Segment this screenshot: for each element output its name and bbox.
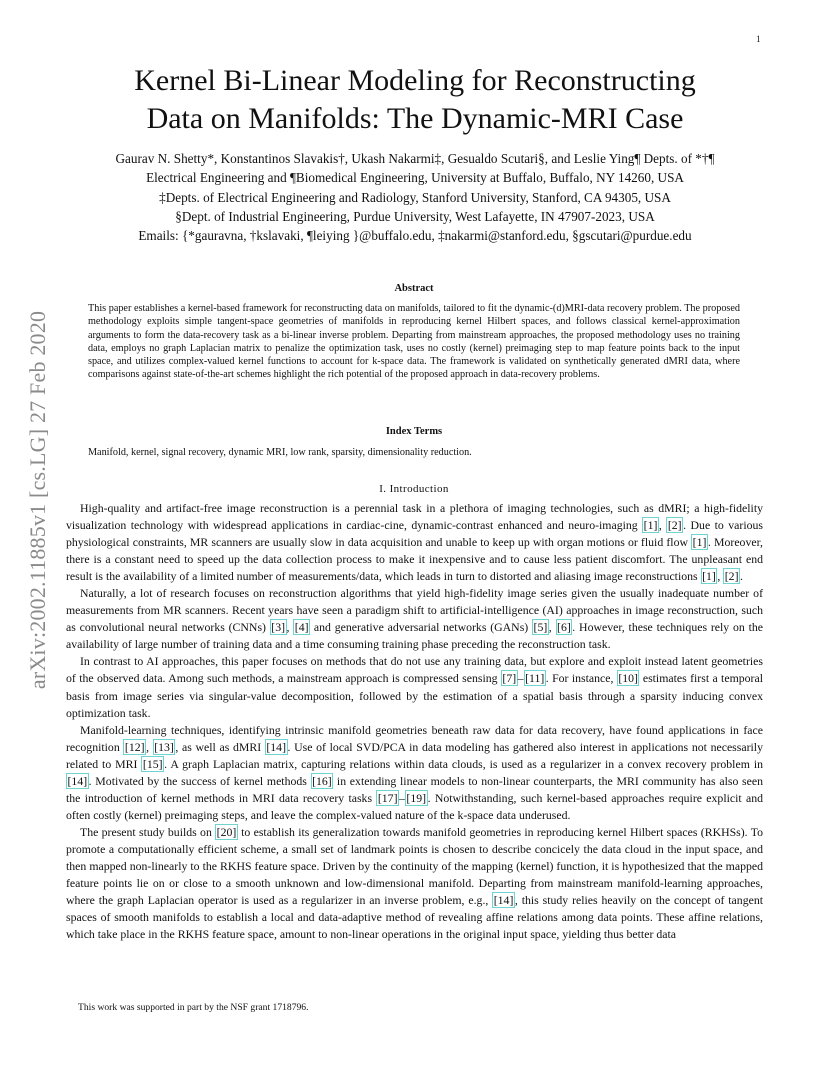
citation-link[interactable]: [13] bbox=[154, 739, 174, 754]
citation-link[interactable]: [11] bbox=[525, 671, 545, 686]
footnote: This work was supported in part by the NSF grant 1718796. bbox=[78, 1002, 309, 1013]
citation-link[interactable]: [1] bbox=[643, 518, 658, 533]
author-line-2: Electrical Engineering and ¶Biomedical Engineering, University at Buffalo, Buffalo, NY 14260, USA bbox=[146, 170, 684, 186]
citation-link[interactable]: [2] bbox=[724, 569, 739, 584]
paper-title bbox=[70, 62, 760, 138]
citation-link[interactable]: [12] bbox=[124, 739, 145, 754]
paragraph: The present study builds on [20] to establish its generalization towards manifold geometries in reproducing kernel Hilbert spaces (RKHSs). To promote a computationally efficient scheme, a small set of landmark points is chosen to describe concicely the data cloud in the input space, and then mapped non-linearly to the RKHS feature space. Driven by the continuity of the mapping (kernel) function, it is hypothesized that the mapped feature points lie on or close to a smooth unknown and low-dimensional manifold. Departing from mainstream manifold-learning approaches, where the graph Laplacian operator is used as a regularizer in an inverse problem, e.g., [14] , this study relies heavily on the concept of tangent spaces of smooth manifolds to establish a local and data-adaptive method of revealing affine relations among data points. These affine relations, which take place in the RKHS feature space, amount to non-linear operations in the original input space, yielding thus better data bbox=[66, 824, 764, 942]
title-line-1: Kernel Bi-Linear Modeling for Reconstructing bbox=[134, 64, 696, 97]
section-heading-introduction: I. Introduction bbox=[379, 483, 449, 495]
author-line-5: Emails: {*gauravna, †kslavaki, ¶leiying }@buffalo.edu, ‡nakarmi@stanford.edu, §gscutari@purdue.edu bbox=[138, 228, 692, 244]
author-line-1: Gaurav N. Shetty*, Konstantinos Slavakis†, Ukash Nakarmi‡, Gesualdo Scutari§, and Leslie Ying¶ Depts. of *†¶ bbox=[115, 151, 715, 166]
paragraph: Manifold-learning techniques, identifying intrinsic manifold geometries beneath raw data for data recovery, have found applications in face recognition [12] , [13] , as well as dMRI [14] . Use of local SVD/PCA in data modeling has gathered also interest in applications not necessarily related to MRI [15] . A graph Laplacian matrix, capturing relations within data clouds, is used as a regularizer in a convex recovery problem in [14] . Motivated by the success of kernel methods [16] in extending linear models to non-linear counterparts, the MRI community has also seen the introduction of kernel methods in MRI data recovery tasks [17] – [19] . Notwithstanding, such kernel-based approaches require explicit and often costly (kernel) preimaging steps, and leave the complex-valued nature of the k-space data underused. bbox=[66, 722, 764, 822]
arxiv-identifier: arXiv:2002.11885v1 [cs.LG] 27 Feb 2020 bbox=[25, 310, 50, 690]
citation-link[interactable]: [19] bbox=[406, 790, 427, 805]
paragraph: High-quality and artifact-free image reconstruction is a perennial task in a plethora of imaging technologies, such as dMRI; a high-fidelity visualization technology with widespread applications in cardiac-cine, dynamic-contrast enhanced and neuro-imaging [1] , [2] . Due to various physiological constraints, MR scanners are usually slow in data acquisition and unable to keep up with organ motions or fluid flow [1] . Moreover, there is a constant need to speed up the data collection process to make it inexpensive and to cause less patient discomfort. The unpleasant end result is the availability of a limited number of measurements/data, which leads in turn to distorted and aliasing image reconstructions [1] , [2] . bbox=[66, 501, 764, 584]
index-terms-text: Manifold, kernel, signal recovery, dynamic MRI, low rank, sparsity, dimensionality reduction. bbox=[88, 447, 472, 458]
citation-link[interactable]: [16] bbox=[312, 773, 332, 788]
citation-link[interactable]: [4] bbox=[294, 620, 309, 635]
author-line-3: ‡Depts. of Electrical Engineering and Radiology, Stanford University, Stanford, CA 94305, USA bbox=[159, 189, 671, 205]
citation-link[interactable]: [1] bbox=[702, 569, 716, 584]
citation-link[interactable]: [10] bbox=[618, 671, 638, 686]
author-block bbox=[60, 149, 770, 245]
citation-link[interactable]: [20] bbox=[216, 824, 237, 839]
title-line-2: Data on Manifolds: The Dynamic-MRI Case bbox=[146, 102, 684, 135]
abstract-text: This paper establishes a kernel-based framework for reconstructing data on manifolds, tailored to fit the dynamic-(d)MRI-data recovery problem. The proposed methodology exploits simple tangent-space geometries of manifolds in reproducing kernel Hilbert spaces, and follows classical kernel-approximation arguments to form the data-recovery task as a bi-linear inverse problem. Departing from mainstream approaches, the proposed methodology uses no training data, employs no graph Laplacian matrix to penalize the optimization task, uses no costly (kernel) preimaging step to map feature points back to the input space, and utilizes complex-valued kernel functions to account for k-space data. The framework is validated on synthetically generated dMRI data, where comparisons against state-of-the-art schemes highlight the rich potential of the proposed approach in data-recovery problems. bbox=[88, 303, 740, 381]
page-number: 1 bbox=[756, 34, 761, 44]
citation-link[interactable]: [3] bbox=[271, 620, 286, 635]
citation-link[interactable]: [14] bbox=[266, 739, 286, 754]
citation-link[interactable]: [7] bbox=[502, 671, 517, 686]
introduction-body bbox=[66, 500, 763, 943]
citation-link[interactable]: [17] bbox=[377, 790, 398, 805]
citation-link[interactable]: [14] bbox=[67, 773, 88, 788]
author-line-4: §Dept. of Industrial Engineering, Purdue University, West Lafayette, IN 47907-2023, USA bbox=[175, 208, 655, 224]
citation-link[interactable]: [15] bbox=[142, 756, 163, 771]
citation-link[interactable]: [14] bbox=[493, 893, 514, 908]
citation-link[interactable]: [5] bbox=[533, 620, 548, 635]
paragraph: Naturally, a lot of research focuses on reconstruction algorithms that yield high-fidelity image series given the usually inadequate number of measurements from MR scanners. Recent years have seen a paradigm shift to artificial-intelligence (AI) approaches in image reconstruction, such as convolutional neural networks (CNNs) [3] , [4] and generative adversarial networks (GANs) [5] , [6] . However, these techniques rely on the availability of large number of training data and a time consuming training phase preceding the reconstruction task. bbox=[66, 586, 763, 652]
index-terms-heading: Index Terms bbox=[385, 426, 443, 437]
citation-link[interactable]: [6] bbox=[557, 620, 571, 635]
arxiv-sidebar bbox=[20, 286, 56, 714]
abstract-heading: Abstract bbox=[394, 283, 434, 294]
citation-link[interactable]: [2] bbox=[667, 518, 682, 533]
paragraph: In contrast to AI approaches, this paper focuses on methods that do not use any training data, but explore and exploit instead latent geometries of the observed data. Among such methods, a mainstream approach is compressed sensing [7] – [11] . For instance, [10] estimates first a temporal basis from image series via singular-value decomposition, followed by the estimation of a spatial basis through a sparsity inducing convex optimization task. bbox=[66, 654, 763, 720]
citation-link[interactable]: [1] bbox=[692, 535, 707, 550]
